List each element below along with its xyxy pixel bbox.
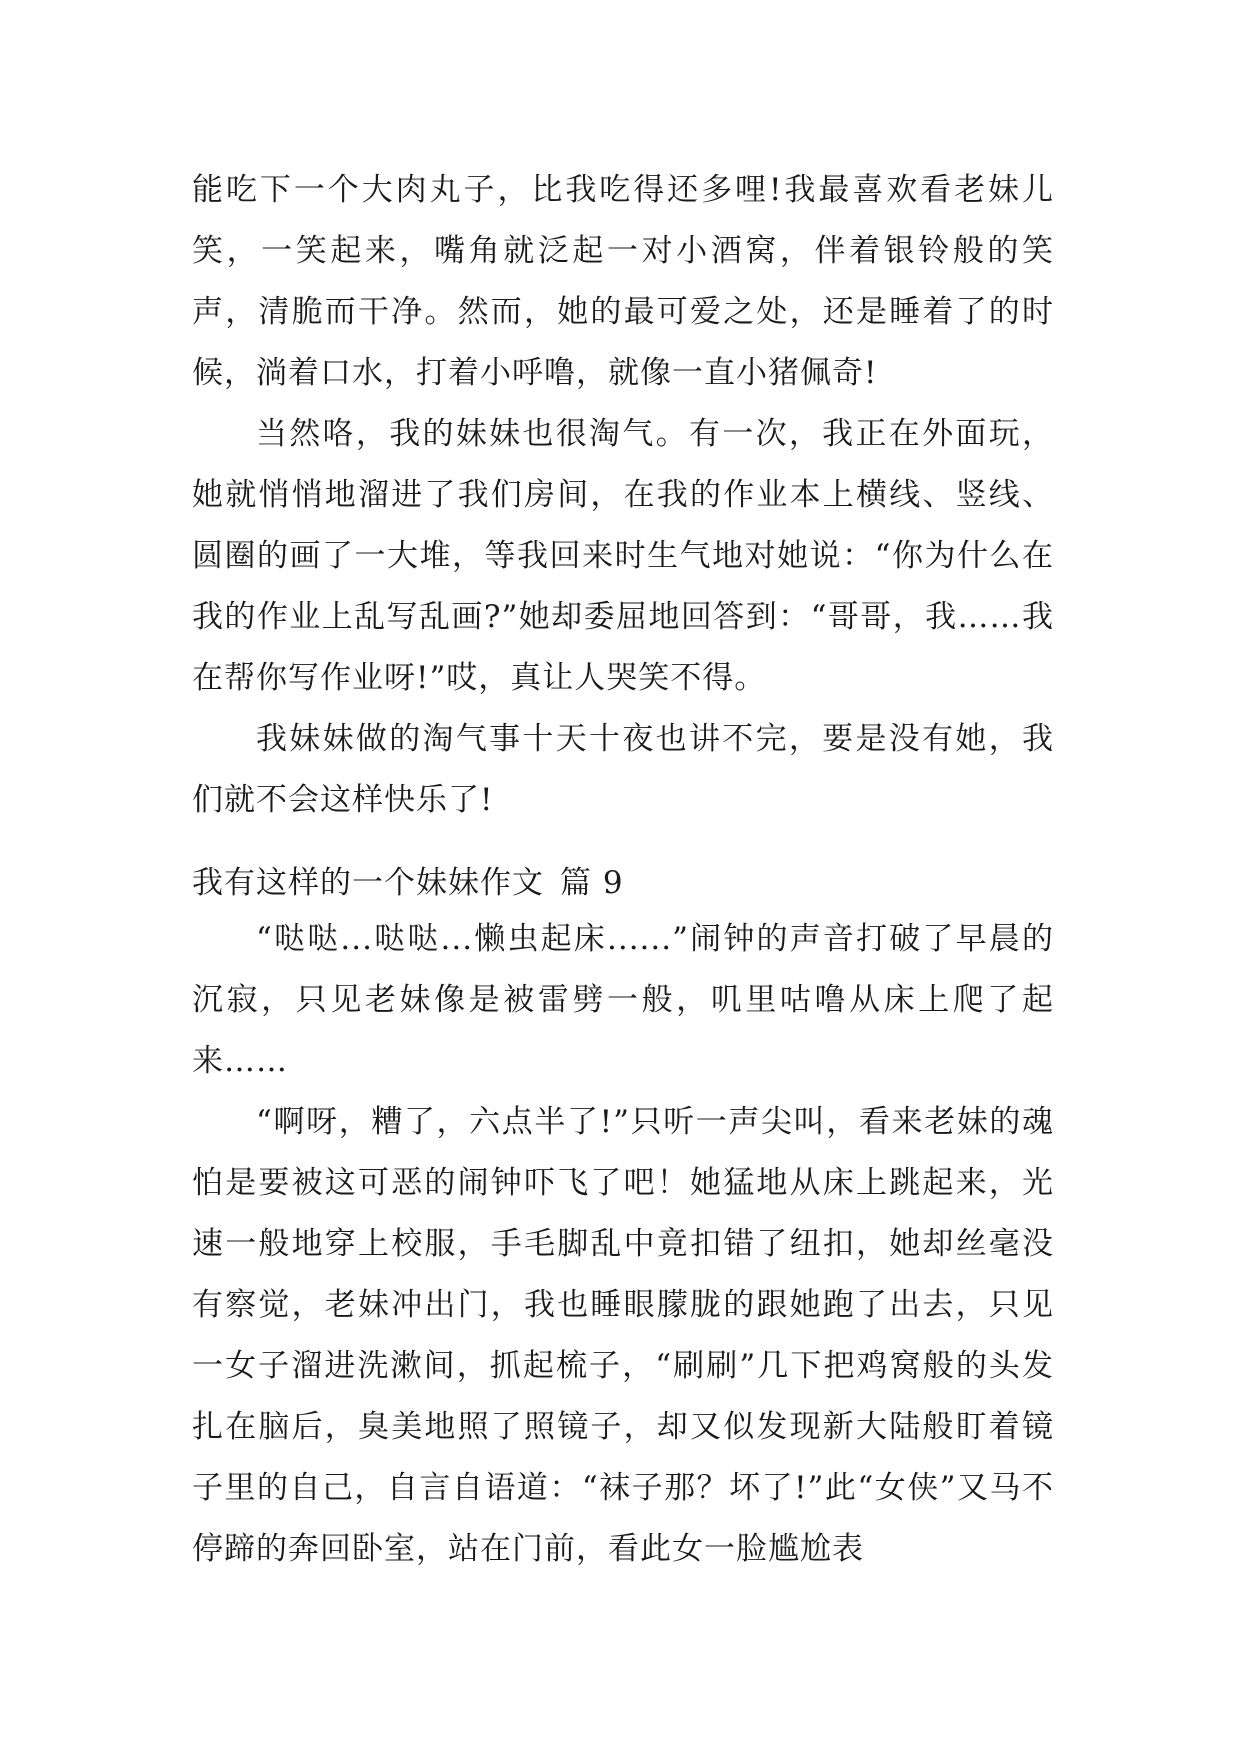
paragraph: 我妹妹做的淘气事十天十夜也讲不完，要是没有她，我们就不会这样快乐了! bbox=[192, 721, 1054, 818]
section-heading bbox=[192, 863, 624, 903]
section-title: 我有这样的一个妹妹作文 bbox=[192, 865, 544, 901]
section-number: 篇 9 bbox=[560, 865, 624, 901]
paragraph: “啊呀，糟了，六点半了!”只听一声尖叫，看来老妹的魂怕是要被这可恶的闹钟吓飞了吧！她猛地从床上跳起来，光速一般地穿上校服，手毛脚乱中竟扣错了纽扣，她却丝毫没有察觉，老妹冲出门，我也睡眼朦胧的跟她跑了出去，只见一女子溜进洗漱间，抓起梳子，“刷刷”几下把鸡窝般的头发扎在脑后，臭美地照了照镜子，却又似发现新大陆般盯着镜子里的自己，自言自语道：“袜子那？坏了!”此“女侠”又马不停蹄的奔回卧室，站在门前，看此女一脸尴尬表 bbox=[192, 1104, 1054, 1567]
essay-body-bottom bbox=[192, 909, 1054, 1580]
essay-body-top bbox=[192, 160, 1054, 831]
paragraph: “哒哒...哒哒...懒虫起床......”闹钟的声音打破了早晨的沉寂，只见老妹像是被雷劈一般，叽里咕噜从床上爬了起来…… bbox=[192, 921, 1054, 1079]
paragraph: 当然咯，我的妹妹也很淘气。有一次，我正在外面玩，她就悄悄地溜进了我们房间，在我的作业本上横线、竖线、圆圈的画了一大堆，等我回来时生气地对她说：“你为什么在我的作业上乱写乱画?”她却委屈地回答到：“哥哥，我……我在帮你写作业呀!”哎，真让人哭笑不得。 bbox=[192, 416, 1054, 696]
paragraph: 能吃下一个大肉丸子，比我吃得还多哩!我最喜欢看老妹儿笑，一笑起来，嘴角就泛起一对小酒窝，伴着银铃般的笑声，清脆而干净。然而，她的最可爱之处，还是睡着了的时候，淌着口水，打着小呼噜，就像一直小猪佩奇! bbox=[192, 172, 1054, 391]
